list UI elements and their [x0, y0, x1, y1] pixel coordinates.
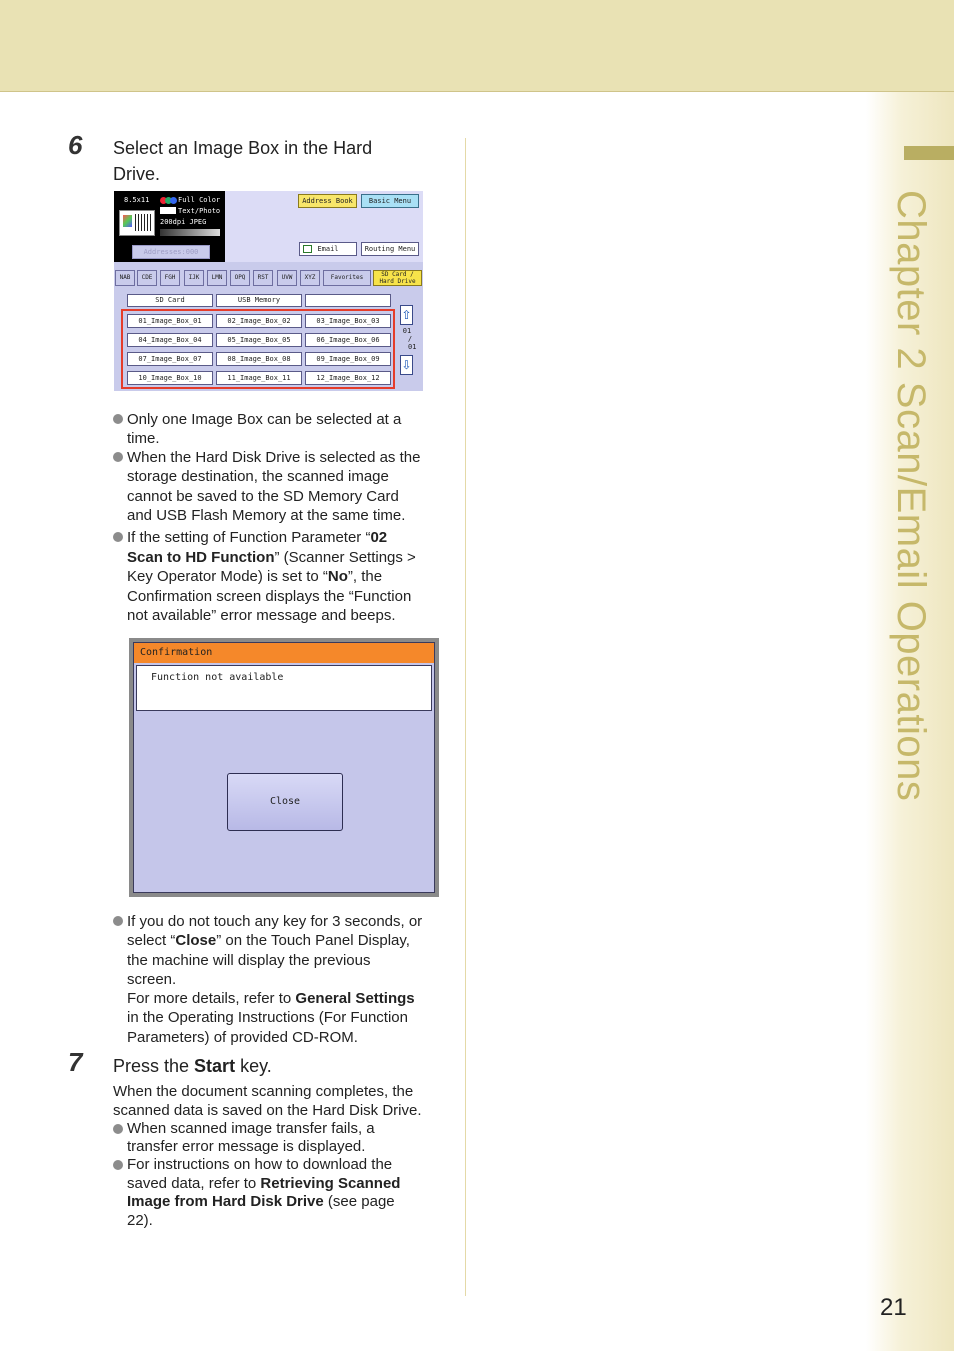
image-box-button[interactable]: 09_Image_Box_09 [305, 352, 391, 366]
scan-status-panel: 8.5x11 Full Color Text/Photo 200dpi JPEG Addresses:000 [114, 191, 225, 262]
tab-fgh[interactable]: FGH [160, 270, 180, 286]
usb-memory-button[interactable]: USB Memory [216, 294, 302, 307]
density-bar [160, 229, 220, 236]
image-box-button[interactable]: 02_Image_Box_02 [216, 314, 302, 328]
bullet-dot [113, 1124, 123, 1134]
bullet-function-parameter: If the setting of Function Parameter “02 Scan to HD Function” (Scanner Settings > Key Operator Mode) is set to “No”, the Confirmation screen displays the “Function not available” error message and beeps. [113, 528, 443, 626]
arrow-down-icon: ⇩ [401, 358, 412, 372]
image-box-button[interactable]: 01_Image_Box_01 [127, 314, 213, 328]
step-number-6: 6 [68, 130, 83, 160]
tab-nab[interactable]: NAB [115, 270, 135, 286]
bullet-transfer-fails: When scanned image transfer fails, a transfer error message is displayed. [113, 1120, 443, 1157]
addresses-counter: Addresses:000 [132, 245, 210, 259]
image-box-highlight [121, 309, 395, 389]
envelope-icon [303, 245, 312, 253]
bullet-dot [113, 1160, 123, 1170]
image-box-button[interactable]: 07_Image_Box_07 [127, 352, 213, 366]
tab-cde[interactable]: CDE [137, 270, 157, 286]
routing-menu-button[interactable]: Routing Menu [361, 242, 419, 256]
error-message: Function not available [136, 665, 432, 711]
step-number-7: 7 [68, 1047, 83, 1077]
document-preview-icon [119, 210, 155, 236]
tab-uvw[interactable]: UVW [277, 270, 297, 286]
step-6-title: Select an Image Box in the Hard Drive. [113, 138, 373, 184]
arrow-up-icon: ⇧ [401, 308, 412, 322]
tab-rst[interactable]: RST [253, 270, 273, 286]
bullet-hdd-destination: When the Hard Disk Drive is selected as the storage destination, the scanned image cannot be saved to the SD Memory Card and USB Flash Memory at the same time. [113, 448, 443, 525]
text-photo-icon [160, 207, 176, 214]
step-7-title: Press the Start key. [113, 1056, 272, 1076]
confirmation-header: Confirmation [134, 643, 434, 663]
close-button[interactable]: Close [227, 773, 343, 831]
image-box-button[interactable]: 10_Image_Box_10 [127, 371, 213, 385]
image-box-button[interactable]: 03_Image_Box_03 [305, 314, 391, 328]
tab-favorites[interactable]: Favorites [323, 270, 371, 286]
tab-sd-card-hard-drive[interactable]: SD Card / Hard Drive [373, 270, 422, 286]
empty-location-button[interactable] [305, 294, 391, 307]
image-box-button[interactable]: 04_Image_Box_04 [127, 333, 213, 347]
tab-lmn[interactable]: LMN [207, 270, 227, 286]
confirmation-screen [129, 638, 439, 897]
bullet-download-instructions: For instructions on how to download the saved data, refer to Retrieving Scanned Image from Hard Disk Drive (see page 22). [113, 1156, 443, 1230]
address-tabs [114, 270, 423, 286]
image-box-button[interactable]: 05_Image_Box_05 [216, 333, 302, 347]
image-box-button[interactable]: 12_Image_Box_12 [305, 371, 391, 385]
confirmation-dialog [133, 642, 435, 893]
bullet-single-box: Only one Image Box can be selected at a time. [113, 410, 443, 449]
top-header-band [0, 0, 954, 92]
image-box-button[interactable]: 11_Image_Box_11 [216, 371, 302, 385]
tab-ijk[interactable]: IJK [184, 270, 204, 286]
basic-menu-button[interactable]: Basic Menu [361, 194, 419, 208]
email-button[interactable]: Email [299, 242, 357, 256]
bullet-dot [113, 532, 123, 542]
page-number: 21 [880, 1294, 907, 1321]
bullet-dot [113, 452, 123, 462]
tab-opq[interactable]: OPQ [230, 270, 250, 286]
bullet-timeout-close: If you do not touch any key for 3 seconds, or select “Close” on the Touch Panel Display, the machine will display the previous screen. For more details, refer to General Settings in the Operating Instructions (For Function Parameters) of provided CD-ROM. [113, 912, 443, 1047]
color-blue-icon [170, 197, 177, 204]
image-box-button[interactable]: 08_Image_Box_08 [216, 352, 302, 366]
column-divider [465, 138, 466, 1296]
address-book-button[interactable]: Address Book [298, 194, 357, 208]
page-indicator: 01 / 01 [402, 327, 417, 351]
scroll-up-button[interactable] [400, 305, 413, 325]
image-box-button[interactable]: 06_Image_Box_06 [305, 333, 391, 347]
bullet-dot [113, 916, 123, 926]
chapter-title-vertical: Chapter 2 Scan/Email Operations [889, 190, 933, 802]
bullet-dot [113, 414, 123, 424]
tab-xyz[interactable]: XYZ [300, 270, 320, 286]
step-7-description: When the document scanning completes, the scanned data is saved on the Hard Disk Drive. [113, 1083, 422, 1119]
chapter-tab-marker [904, 146, 954, 160]
scroll-down-button[interactable] [400, 355, 413, 375]
sd-card-button[interactable]: SD Card [127, 294, 213, 307]
